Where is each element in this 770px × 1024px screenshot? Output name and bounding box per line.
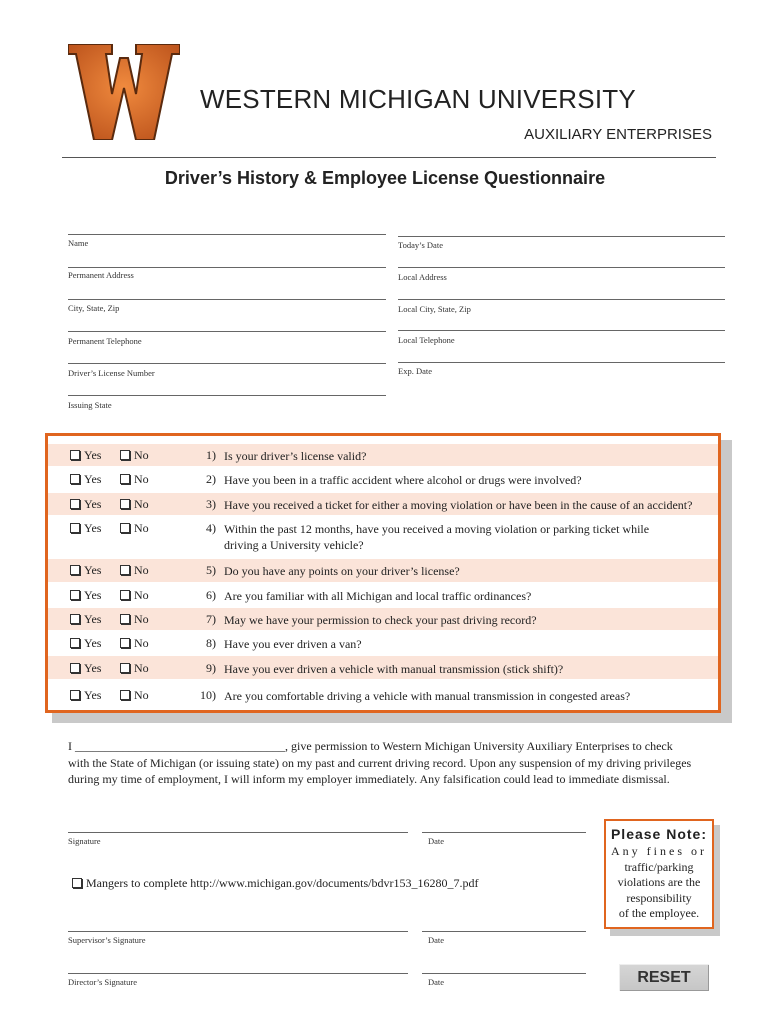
license-number-label: Driver’s License Number (68, 368, 155, 378)
no-checkbox[interactable]: No (120, 497, 149, 512)
supervisor-date-field[interactable] (422, 926, 586, 948)
question-row (48, 608, 718, 630)
note-line: of the employee. (618, 906, 700, 920)
consent-line: with the State of Michigan (or issuing state) on my past and current driving record. Upon any suspension of my driving privileges (68, 755, 692, 770)
no-checkbox[interactable]: No (120, 563, 149, 578)
todays-date-field[interactable] (398, 228, 725, 254)
question-text: Is your driver’s license valid? (224, 449, 367, 463)
supervisor-signature-label: Supervisor’s Signature (68, 935, 146, 945)
permanent-address-label: Permanent Address (68, 270, 134, 280)
question-number: 6) (206, 588, 216, 602)
manager-note: Mangers to complete http://www.michigan.gov/documents/bdvr153_16280_7.pdf (86, 876, 479, 890)
exp-date-field[interactable] (398, 358, 725, 382)
question-text: Are you familiar with all Michigan and local traffic ordinances? (224, 589, 532, 603)
reset-button[interactable]: RESET (619, 964, 709, 991)
question-row (48, 656, 718, 679)
director-signature-field[interactable] (68, 968, 408, 990)
department-name: AUXILIARY ENTERPRISES (524, 126, 712, 143)
signature-field[interactable] (68, 827, 408, 849)
please-note-box (604, 819, 714, 929)
todays-date-label: Today’s Date (398, 240, 443, 250)
yes-checkbox[interactable]: Yes (70, 636, 101, 651)
supervisor-date-label: Date (428, 935, 445, 945)
question-number: 10) (200, 688, 216, 702)
question-number: 9) (206, 661, 216, 675)
questions-box (45, 433, 721, 713)
note-line: responsibility (626, 890, 692, 905)
header-divider (62, 157, 716, 158)
yes-checkbox[interactable]: Yes (70, 521, 101, 536)
question-number: 3) (206, 497, 216, 511)
note-line: traffic/parking (624, 859, 694, 874)
note-line: violations are the (617, 875, 701, 889)
permanent-address-field[interactable] (68, 262, 386, 286)
yes-checkbox[interactable]: Yes (70, 661, 101, 676)
question-text: Are you comfortable driving a vehicle with manual transmission in congested areas? (224, 689, 631, 703)
note-title: Please Note: (610, 826, 708, 842)
director-date-label: Date (428, 977, 445, 987)
signature-label: Signature (68, 836, 101, 846)
question-row (48, 682, 718, 706)
question-number: 8) (206, 636, 216, 650)
local-telephone-field[interactable] (398, 326, 725, 350)
name-label: Name (68, 238, 89, 248)
signature-date-label: Date (428, 836, 445, 846)
no-checkbox[interactable]: No (120, 636, 149, 651)
question-text: Do you have any points on your driver’s license? (224, 564, 460, 578)
yes-checkbox[interactable]: Yes (70, 612, 101, 627)
city-state-zip-label: City, State, Zip (68, 303, 120, 313)
city-state-zip-field[interactable] (68, 294, 386, 318)
university-name: WESTERN MICHIGAN UNIVERSITY (200, 84, 636, 114)
yes-checkbox[interactable]: Yes (70, 588, 101, 603)
question-row (48, 632, 718, 654)
yes-checkbox[interactable]: Yes (70, 497, 101, 512)
supervisor-signature-field[interactable] (68, 926, 408, 948)
exp-date-label: Exp. Date (398, 366, 432, 376)
question-number: 4) (206, 521, 216, 535)
question-text: May we have your permission to check your past driving record? (224, 613, 537, 627)
director-signature-label: Director’s Signature (68, 977, 138, 987)
question-text: Have you received a ticket for either a moving violation or have been in the cause of an accident? (224, 498, 693, 512)
permanent-telephone-label: Permanent Telephone (68, 336, 142, 346)
signature-date-field[interactable] (422, 827, 586, 849)
note-text (606, 844, 712, 922)
question-text: Have you ever driven a vehicle with manual transmission (stick shift)? (224, 662, 564, 676)
question-row (48, 468, 718, 490)
consent-line: I ___________________________________, give permission to Western Michigan University Auxiliary Enterprises to check (68, 739, 673, 753)
no-checkbox[interactable]: No (120, 588, 149, 603)
yes-checkbox[interactable]: Yes (70, 448, 101, 463)
manager-checkbox[interactable] (72, 876, 479, 891)
question-text: Have you ever driven a van? (224, 637, 362, 651)
question-row (48, 517, 718, 557)
question-number: 1) (206, 448, 216, 462)
no-checkbox[interactable]: No (120, 612, 149, 627)
form-title: Driver’s History & Employee License Questionnaire (164, 168, 606, 188)
consent-line: during my time of employment, I will inform my employer immediately. Any falsification could lead to immediate dismissal. (68, 772, 670, 786)
question-number: 2) (206, 472, 216, 486)
issuing-state-label: Issuing State (68, 400, 112, 410)
no-checkbox[interactable]: No (120, 521, 149, 536)
question-row (48, 444, 718, 466)
consent-paragraph (68, 738, 718, 788)
question-text: Within the past 12 months, have you received a moving violation or parking ticket while (224, 522, 650, 536)
local-address-field[interactable] (398, 262, 725, 286)
question-number: 7) (206, 612, 216, 626)
wmu-logo (68, 44, 180, 140)
license-number-field[interactable] (68, 358, 386, 382)
question-row (48, 559, 718, 582)
yes-checkbox[interactable]: Yes (70, 688, 101, 703)
name-field[interactable] (68, 228, 386, 252)
note-line: Any fines or (611, 844, 707, 858)
question-text-continued: driving a University vehicle? (224, 538, 364, 552)
no-checkbox[interactable]: No (120, 688, 149, 703)
local-city-state-zip-field[interactable] (398, 294, 725, 318)
question-number: 5) (206, 563, 216, 577)
no-checkbox[interactable]: No (120, 661, 149, 676)
yes-checkbox[interactable]: Yes (70, 563, 101, 578)
local-address-label: Local Address (398, 272, 447, 282)
yes-checkbox[interactable]: Yes (70, 472, 101, 487)
question-row (48, 584, 718, 606)
issuing-state-field[interactable] (68, 390, 386, 414)
director-date-field[interactable] (422, 968, 586, 990)
no-checkbox[interactable]: No (120, 448, 149, 463)
local-city-state-zip-label: Local City, State, Zip (398, 304, 471, 314)
permanent-telephone-field[interactable] (68, 326, 386, 350)
local-telephone-label: Local Telephone (398, 335, 455, 345)
question-text: Have you been in a traffic accident where alcohol or drugs were involved? (224, 473, 582, 487)
question-row (48, 493, 718, 515)
no-checkbox[interactable]: No (120, 472, 149, 487)
